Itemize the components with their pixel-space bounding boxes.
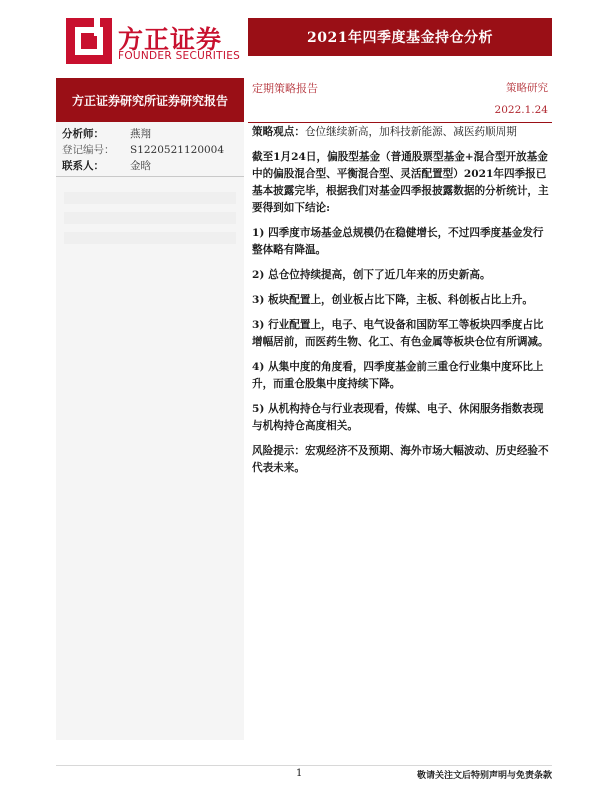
- institute-band: 方正证券研究所证券研究报告: [56, 78, 244, 122]
- viewpoint-text: 仓位继续新高，加科技新能源、减医药顺周期: [304, 126, 517, 138]
- reg-number: S1220521120004: [130, 144, 225, 156]
- sidebar-divider: [56, 176, 244, 177]
- report-title: 2021年四季度基金持仓分析: [248, 18, 552, 56]
- intro-paragraph: 截至1月24日，偏股型基金（普通股票型基金+混合型开放基金中的偏股混合型、平衡混合型、灵活配置型）2021年四季报已基本披露完毕，根据我们对基金四季报披露数据的分析统计，主要得到如下结论:: [252, 151, 549, 214]
- footer-divider: [56, 765, 552, 766]
- analyst-name: 燕翔: [130, 128, 151, 140]
- logo-text-en: FOUNDER SECURITIES: [118, 50, 241, 62]
- report-type: 定期策略报告: [252, 82, 318, 95]
- header-divider: [248, 122, 552, 123]
- sidebar-placeholder: [64, 232, 236, 244]
- conclusion-point-3: 3) 板块配置上，创业板占比下降，主板、科创板占比上升。: [252, 294, 533, 306]
- report-date: 2022.1.24: [494, 104, 548, 116]
- conclusion-point-5: 4) 从集中度的角度看，四季度基金前三重仓行业集中度环比上升，而重仓股集中度持续下降。: [252, 361, 544, 390]
- reg-label: 登记编号：: [62, 144, 115, 156]
- logo-text-cn: 方正证券: [118, 25, 223, 54]
- contact-name: 金晗: [130, 160, 151, 172]
- contact-row: [62, 158, 240, 174]
- analyst-label: 分析师：: [62, 128, 104, 140]
- viewpoint-label: 策略观点：: [252, 126, 305, 138]
- sidebar-placeholder: [64, 212, 236, 224]
- conclusion-point-6: 5) 从机构持仓与行业表现看，传媒、电子、休闲服务指数表现与机构持仓高度相关。: [252, 403, 544, 432]
- conclusion-point-2: 2) 总仓位持续提高，创下了近几年来的历史新高。: [252, 269, 491, 281]
- report-body: [252, 124, 552, 485]
- contact-label: 联系人：: [62, 160, 104, 172]
- disclaimer-notice: 敬请关注文后特别声明与免责条款: [416, 771, 552, 781]
- page-number: 1: [296, 768, 303, 779]
- research-category: 策略研究: [506, 82, 548, 94]
- analyst-name-row: [62, 126, 240, 142]
- logo: [66, 18, 246, 64]
- sidebar-placeholder: [64, 192, 236, 204]
- strategy-viewpoint: [252, 124, 552, 141]
- sidebar: [56, 122, 244, 740]
- founder-logo-icon: [66, 18, 112, 64]
- analyst-info: [62, 126, 240, 174]
- conclusion-point-4: 3) 行业配置上，电子、电气设备和国防军工等板块四季度占比增幅居前，而医药生物、化工、有色金属等板块仓位有所调减。: [252, 319, 549, 348]
- risk-warning: 风险提示：宏观经济不及预期、海外市场大幅波动、历史经验不代表未来。: [252, 445, 549, 474]
- analyst-reg-row: [62, 142, 240, 158]
- conclusion-point-1: 1) 四季度市场基金总规模仍在稳健增长，不过四季度基金发行整体略有降温。: [252, 227, 544, 256]
